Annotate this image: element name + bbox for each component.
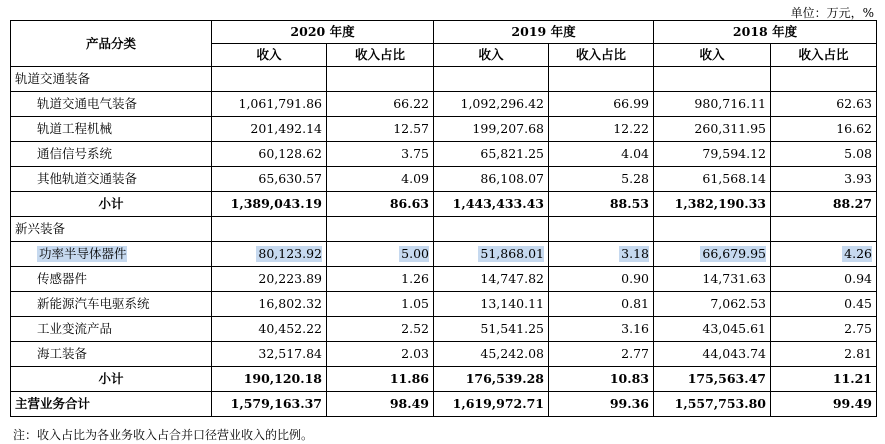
table-row [11,267,877,292]
share-cell: 0.90 [549,267,654,292]
share-cell: 99.49 [771,392,877,417]
share-cell: 5.08 [771,142,877,167]
product-name: 轨道交通电气装备 [11,92,212,117]
subtotal-label: 小计 [11,192,212,217]
revenue-cell: 14,731.63 [654,267,771,292]
share-cell: 12.22 [549,117,654,142]
product-name: 海工装备 [11,342,212,367]
table-row [11,142,877,167]
revenue-cell: 65,630.57 [212,167,327,192]
header-category: 产品分类 [11,21,212,67]
share-cell: 0.45 [771,292,877,317]
header-year-2020: 2020 年度 [212,21,434,44]
empty-cell [212,67,327,92]
subtotal-row [11,367,877,392]
empty-cell [549,67,654,92]
empty-cell [434,217,549,242]
revenue-cell: 7,062.53 [654,292,771,317]
revenue-cell: 45,242.08 [434,342,549,367]
revenue-cell: 51,541.25 [434,317,549,342]
revenue-cell: 13,140.11 [434,292,549,317]
subtotal-row [11,192,877,217]
empty-cell [654,217,771,242]
section-title: 轨道交通装备 [11,67,212,92]
share-cell: 3.16 [549,317,654,342]
product-name-text: 功率半导体器件 [39,246,127,261]
section-title: 新兴装备 [11,217,212,242]
table-row [11,342,877,367]
subtotal-label: 小计 [11,367,212,392]
revenue-cell [434,242,549,267]
unit-label: 单位：万元，% [790,6,874,20]
revenue-cell: 1,443,433.43 [434,192,549,217]
product-name: 通信信号系统 [11,142,212,167]
revenue-cell: 1,619,972.71 [434,392,549,417]
header-share: 收入占比 [771,44,877,67]
revenue-cell: 176,539.28 [434,367,549,392]
product-name [11,242,212,267]
total-label: 主营业务合计 [11,392,212,417]
share-cell: 66.99 [549,92,654,117]
table-row [11,92,877,117]
product-name: 轨道工程机械 [11,117,212,142]
revenue-cell: 20,223.89 [212,267,327,292]
empty-cell [327,67,434,92]
share-cell: 2.52 [327,317,434,342]
share-cell: 10.83 [549,367,654,392]
share-cell: 4.09 [327,167,434,192]
share-cell: 0.81 [549,292,654,317]
empty-cell [327,217,434,242]
share-cell: 0.94 [771,267,877,292]
revenue-cell-text: 51,868.01 [480,246,544,261]
share-cell: 11.21 [771,367,877,392]
share-cell: 98.49 [327,392,434,417]
revenue-cell: 199,207.68 [434,117,549,142]
revenue-cell: 40,452.22 [212,317,327,342]
table-row [11,117,877,142]
share-cell: 2.77 [549,342,654,367]
revenue-cell: 980,716.11 [654,92,771,117]
share-cell: 1.05 [327,292,434,317]
share-cell: 88.53 [549,192,654,217]
table-row [11,317,877,342]
share-cell: 66.22 [327,92,434,117]
footnote: 注：收入占比为各业务收入占合并口径营业收入的比例。 [13,428,314,442]
revenue-cell: 190,120.18 [212,367,327,392]
table-body [11,67,877,417]
empty-cell [771,67,877,92]
revenue-cell: 32,517.84 [212,342,327,367]
section-header-row [11,67,877,92]
revenue-cell: 60,128.62 [212,142,327,167]
header-revenue: 收入 [654,44,771,67]
revenue-cell: 260,311.95 [654,117,771,142]
revenue-cell-text: 66,679.95 [702,246,766,261]
header-share: 收入占比 [327,44,434,67]
share-cell: 3.75 [327,142,434,167]
share-cell: 99.36 [549,392,654,417]
share-cell: 86.63 [327,192,434,217]
empty-cell [771,217,877,242]
share-cell: 4.04 [549,142,654,167]
revenue-cell: 1,389,043.19 [212,192,327,217]
revenue-cell: 1,557,753.80 [654,392,771,417]
share-cell: 1.26 [327,267,434,292]
revenue-table [10,20,877,417]
revenue-cell: 14,747.82 [434,267,549,292]
revenue-cell: 43,045.61 [654,317,771,342]
share-cell [549,242,654,267]
table-row [11,242,877,267]
share-cell: 2.75 [771,317,877,342]
revenue-cell: 44,043.74 [654,342,771,367]
empty-cell [212,217,327,242]
revenue-cell: 16,802.32 [212,292,327,317]
share-cell: 88.27 [771,192,877,217]
empty-cell [654,67,771,92]
revenue-cell-text: 80,123.92 [258,246,322,261]
table-row [11,292,877,317]
share-cell: 62.63 [771,92,877,117]
empty-cell [434,67,549,92]
revenue-cell [654,242,771,267]
share-cell: 2.81 [771,342,877,367]
revenue-cell: 61,568.14 [654,167,771,192]
share-cell-text: 5.00 [401,246,429,261]
product-name: 传感器件 [11,267,212,292]
revenue-cell: 1,061,791.86 [212,92,327,117]
revenue-cell: 79,594.12 [654,142,771,167]
share-cell: 5.28 [549,167,654,192]
product-name: 新能源汽车电驱系统 [11,292,212,317]
share-cell-text: 3.18 [621,246,649,261]
share-cell: 11.86 [327,367,434,392]
product-name: 工业变流产品 [11,317,212,342]
table-row [11,167,877,192]
revenue-cell [212,242,327,267]
share-cell: 3.93 [771,167,877,192]
header-share: 收入占比 [549,44,654,67]
total-row [11,392,877,417]
product-name: 其他轨道交通装备 [11,167,212,192]
revenue-cell: 201,492.14 [212,117,327,142]
empty-cell [549,217,654,242]
header-year-2019: 2019 年度 [434,21,654,44]
revenue-cell: 86,108.07 [434,167,549,192]
header-revenue: 收入 [212,44,327,67]
share-cell-text: 4.26 [844,246,872,261]
share-cell [327,242,434,267]
revenue-cell: 1,579,163.37 [212,392,327,417]
revenue-cell: 1,092,296.42 [434,92,549,117]
share-cell: 12.57 [327,117,434,142]
share-cell: 16.62 [771,117,877,142]
section-header-row [11,217,877,242]
header-year-2018: 2018 年度 [654,21,877,44]
share-cell: 2.03 [327,342,434,367]
revenue-cell: 65,821.25 [434,142,549,167]
share-cell [771,242,877,267]
revenue-cell: 1,382,190.33 [654,192,771,217]
header-revenue: 收入 [434,44,549,67]
revenue-cell: 175,563.47 [654,367,771,392]
